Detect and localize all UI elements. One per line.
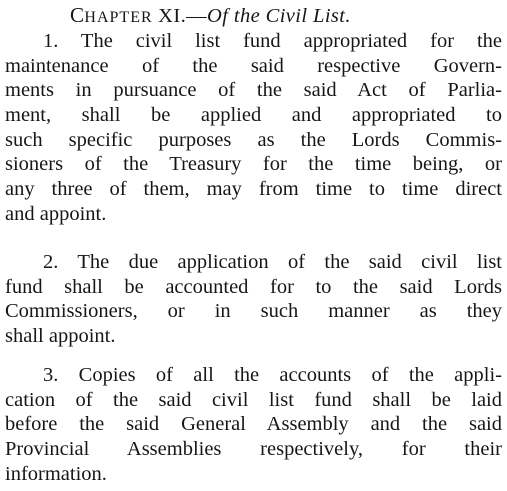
paragraph-line: cation of the said civil list fund shall be laid	[5, 388, 502, 411]
paragraph-line: 3. Copies of all the accounts of the appli-	[43, 364, 502, 386]
paragraph-line: any three of them, may from time to time direct	[5, 178, 502, 201]
chapter-word: HAPTER	[84, 9, 153, 26]
paragraph-1	[5, 29, 502, 227]
chapter-title: Of the Civil List.	[207, 5, 351, 27]
paragraph-line: sioners of the Treasury for the time being, or	[5, 153, 502, 176]
chapter-initial: C	[70, 3, 85, 27]
paragraph-line: ment, shall be applied and appropriated to	[5, 104, 502, 127]
paragraph-line: Commissioners, or in such manner as they	[5, 300, 502, 323]
paragraph-line: Provincial Assemblies respectively, for their	[5, 438, 502, 461]
paragraph-line: and appoint.	[5, 202, 107, 225]
paragraph-line: ments in pursuance of the said Act of Parlia-	[5, 79, 502, 102]
paragraph-line: 2. The due application of the said civil list	[43, 251, 502, 273]
paragraph-3	[5, 363, 502, 486]
paragraph-line: such specific purposes as the Lords Commis-	[5, 128, 502, 151]
paragraph-line: fund shall be accounted for to the said Lords	[5, 275, 502, 298]
paragraph-2	[5, 250, 502, 349]
chapter-heading	[70, 3, 351, 30]
paragraph-line: shall appoint.	[5, 325, 116, 348]
paragraph-line: maintenance of the said respective Govern-	[5, 54, 502, 77]
paragraph-line: 1. The civil list fund appropriated for the	[43, 30, 502, 52]
chapter-number: XI.—	[152, 5, 208, 27]
paragraph-line: information.	[5, 462, 107, 485]
paragraph-line: before the said General Assembly and the said	[5, 413, 502, 436]
